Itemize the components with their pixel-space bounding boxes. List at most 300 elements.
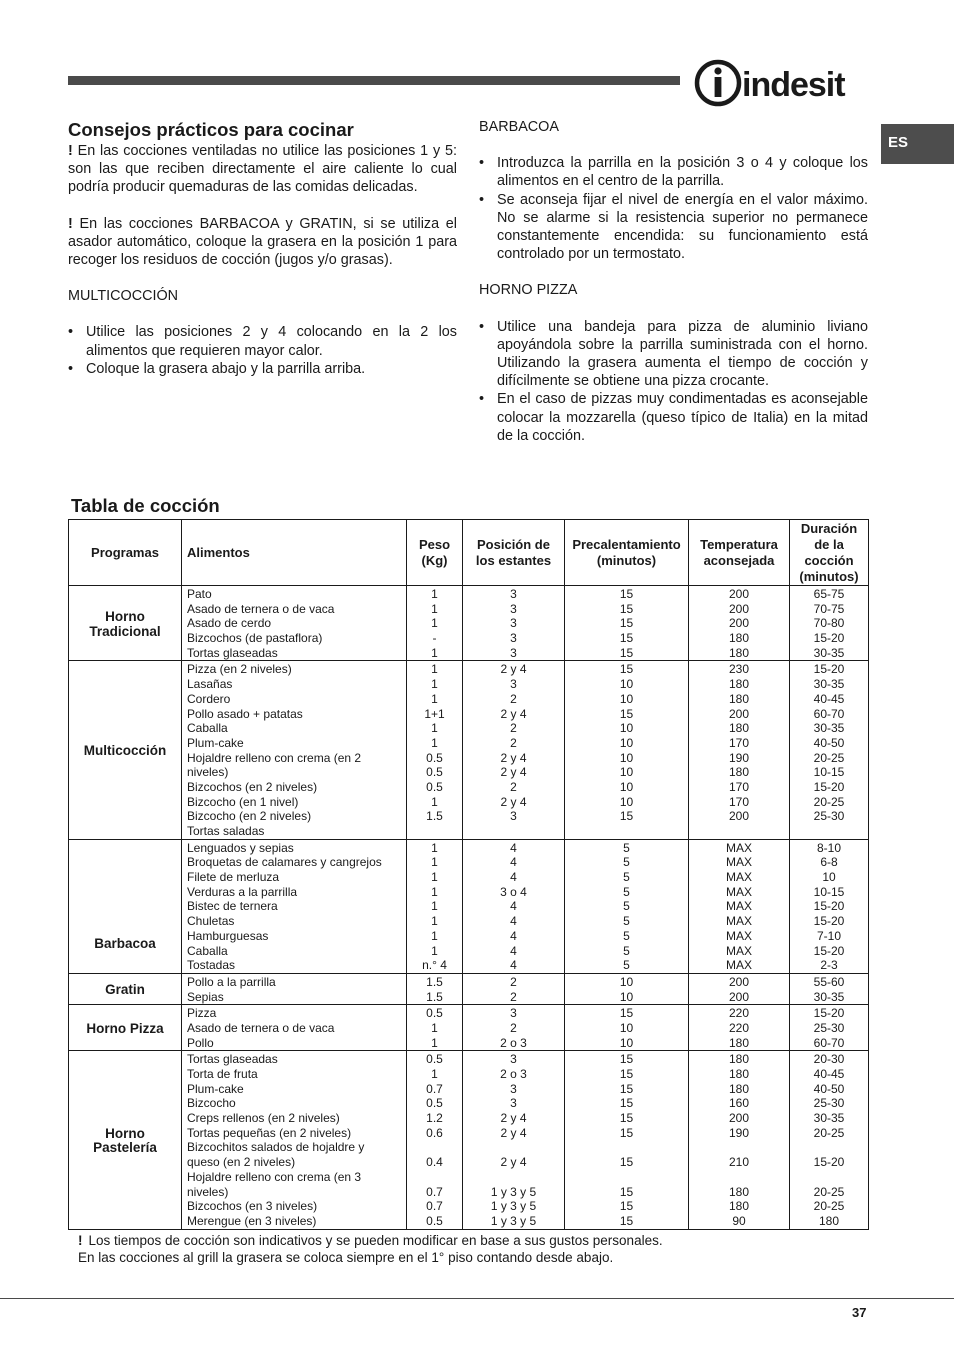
cell-line: 5 xyxy=(623,914,630,929)
cell-line: Hojaldre relleno con crema (en 2 xyxy=(187,750,362,765)
cell-line: Plum-cake xyxy=(187,735,244,750)
cell-line: Lasañas xyxy=(187,677,233,692)
barbacoa-list xyxy=(479,154,868,263)
cell-line: 3 xyxy=(510,601,517,616)
cell-line xyxy=(407,1140,462,1155)
cell-line: 1 xyxy=(431,794,438,809)
cell-line: 0.5 xyxy=(426,1052,443,1067)
cell-line: MAX xyxy=(725,899,752,914)
cell-line: 2-3 xyxy=(820,958,838,973)
cell-line: 10 xyxy=(619,1035,634,1050)
cell-line: 15-20 xyxy=(813,779,845,794)
language-tab: ES xyxy=(881,124,954,164)
cell-line: 3 xyxy=(510,587,517,601)
cell-line: 3 o 4 xyxy=(500,884,527,899)
duration-cell xyxy=(790,1005,869,1051)
weight-cell xyxy=(407,661,463,839)
cell-line: 60-70 xyxy=(813,1035,845,1050)
cell-line: Tostadas xyxy=(187,958,236,973)
cell-line: 3 xyxy=(510,1096,517,1111)
cell-line xyxy=(565,1170,688,1185)
cell-line: MAX xyxy=(725,855,752,870)
cell-line: 180 xyxy=(728,1067,750,1081)
cell-line: Tortas saladas xyxy=(187,824,265,838)
cell-line: Bizcochos (en 3 niveles) xyxy=(187,1199,318,1214)
position-cell xyxy=(463,1005,565,1051)
cell-line: 2 y 4 xyxy=(500,750,527,765)
cell-line xyxy=(790,824,868,839)
cell-line: 170 xyxy=(728,794,750,809)
cell-line: 2 xyxy=(510,989,517,1004)
cell-line: 220 xyxy=(728,1006,750,1021)
cell-line: 5 xyxy=(623,943,630,958)
cell-line: 15 xyxy=(619,662,634,677)
cell-line: 180 xyxy=(818,1213,840,1228)
cell-line: 2 xyxy=(510,721,517,736)
cell-line: 2 y 4 xyxy=(500,706,527,721)
cell-line: 0.5 xyxy=(426,1096,443,1111)
food-cell xyxy=(182,1051,407,1229)
program-name: Horno xyxy=(105,1125,145,1141)
cell-line: 20-25 xyxy=(813,1184,845,1199)
cell-line: 200 xyxy=(728,1111,750,1126)
cell-line: - xyxy=(432,631,437,646)
cell-line: 1 xyxy=(431,1020,438,1035)
cell-line: 2 y 4 xyxy=(500,1155,527,1170)
position-cell xyxy=(463,973,565,1004)
program-cell xyxy=(69,973,182,1004)
cell-line: 200 xyxy=(728,706,750,721)
cell-line: Chuletas xyxy=(187,914,235,929)
cell-line: 5 xyxy=(623,958,630,973)
cell-line: Pizza (en 2 niveles) xyxy=(187,662,292,677)
cell-line: 20-25 xyxy=(813,794,845,809)
horno-pizza-list xyxy=(479,318,868,445)
cell-line: 55-60 xyxy=(813,974,845,989)
cell-line: 10 xyxy=(619,974,634,989)
table-header-row xyxy=(69,520,869,586)
cell-line: 200 xyxy=(728,974,750,989)
cell-line: 0.5 xyxy=(426,1006,443,1021)
cell-line: 15-20 xyxy=(813,1155,845,1170)
cell-line: 0.5 xyxy=(426,750,443,765)
preheat-cell xyxy=(565,661,689,839)
cell-line: 180 xyxy=(728,1199,750,1214)
cell-line: Pizza xyxy=(187,1006,217,1021)
header-peso: Peso (Kg) xyxy=(407,520,463,586)
preheat-cell xyxy=(565,839,689,973)
section-heading: Consejos prácticos para cocinar xyxy=(68,119,354,140)
cell-line: 90 xyxy=(732,1213,746,1228)
cell-line: 170 xyxy=(728,735,750,750)
list-item: • Utilice las posiciones 2 y 4 colocando en la 2 los alimentos que requieren mayor calor. xyxy=(68,323,457,359)
cell-line: niveles) xyxy=(187,765,229,780)
table-title: Tabla de cocción xyxy=(71,495,220,516)
cell-line: 2 xyxy=(510,735,517,750)
cell-line: 3 xyxy=(510,1052,517,1067)
cell-line: 1 y 3 y 5 xyxy=(490,1213,537,1228)
cell-line: 15 xyxy=(619,587,634,601)
cell-line: 1.5 xyxy=(426,974,443,989)
table-body xyxy=(69,586,869,1230)
horno-pizza-heading: HORNO PIZZA xyxy=(479,282,578,299)
cell-line: 25-30 xyxy=(813,809,845,824)
cell-line: 5 xyxy=(623,855,630,870)
cell-line: Bistec de ternera xyxy=(187,899,278,914)
cell-line: 15 xyxy=(619,601,634,616)
cell-line: 1 xyxy=(431,691,438,706)
weight-cell xyxy=(407,586,463,661)
cell-line: MAX xyxy=(725,928,752,943)
program-name: Horno Pizza xyxy=(86,1020,164,1036)
temperature-cell xyxy=(689,839,790,973)
cell-line: 1 xyxy=(431,855,438,870)
cell-line: 1 y 3 y 5 xyxy=(490,1199,537,1214)
cell-line: 1 xyxy=(431,735,438,750)
cell-line: Plum-cake xyxy=(187,1081,244,1096)
cell-line: 5 xyxy=(623,840,630,855)
cell-line: 190 xyxy=(728,1125,750,1140)
cell-line: 15-20 xyxy=(813,943,845,958)
cell-line: MAX xyxy=(725,914,752,929)
cell-line: 1 xyxy=(431,677,438,692)
cell-line: 4 xyxy=(510,943,517,958)
header-temperatura: Temperatura aconsejada xyxy=(689,520,790,586)
cell-line: 15 xyxy=(619,1199,634,1214)
indesit-logo-icon xyxy=(694,58,874,108)
cell-line: 180 xyxy=(728,645,750,660)
cell-line: 1 xyxy=(431,662,438,677)
cell-line: 180 xyxy=(728,691,750,706)
program-cell xyxy=(69,839,182,973)
cell-line: Torta de fruta xyxy=(187,1067,258,1081)
cell-line xyxy=(565,1140,688,1155)
cell-line: 15 xyxy=(619,631,634,646)
preheat-cell xyxy=(565,586,689,661)
cell-line: 60-70 xyxy=(813,706,845,721)
cell-line: 180 xyxy=(728,1052,750,1067)
cell-line: 230 xyxy=(728,662,750,677)
cell-line: Bizcochos (de pastaflora) xyxy=(187,631,323,646)
cell-line: 15-20 xyxy=(813,1006,845,1021)
cell-line: 2 o 3 xyxy=(500,1067,527,1081)
cell-line: 1 xyxy=(431,840,438,855)
cell-line: 1 y 3 y 5 xyxy=(490,1184,537,1199)
table-row xyxy=(69,839,869,973)
cell-line xyxy=(463,1170,564,1185)
cell-line: 220 xyxy=(728,1020,750,1035)
brand-logo xyxy=(694,58,874,108)
program-cell xyxy=(69,586,182,661)
program-name: Gratin xyxy=(105,982,145,998)
weight-cell xyxy=(407,839,463,973)
cell-line: 0.5 xyxy=(426,1213,443,1228)
cell-line: 20-25 xyxy=(813,1125,845,1140)
cell-line: 10 xyxy=(619,794,634,809)
cell-line: niveles) xyxy=(187,1184,229,1199)
cell-line: MAX xyxy=(725,943,752,958)
cell-line: 30-35 xyxy=(813,1111,845,1126)
list-item: • Coloque la grasera abajo y la parrilla arriba. xyxy=(68,360,457,378)
cell-line: Hojaldre relleno con crema (en 3 xyxy=(187,1169,362,1184)
cell-line: MAX xyxy=(725,884,752,899)
cell-line: 200 xyxy=(728,587,750,601)
list-item: • Introduzca la parrilla en la posición 3 o 4 y coloque los alimentos en el centro de la parrilla. xyxy=(479,154,868,190)
program-cell xyxy=(69,1005,182,1051)
cell-line: Asado de cerdo xyxy=(187,616,272,631)
cell-line: 180 xyxy=(728,765,750,780)
program-name: Barbacoa xyxy=(94,936,156,952)
preheat-cell xyxy=(565,973,689,1004)
exclamation-icon: ! xyxy=(68,215,73,232)
position-cell xyxy=(463,586,565,661)
cell-line: Pollo a la parrilla xyxy=(187,974,276,989)
duration-cell xyxy=(790,586,869,661)
cell-line: 5 xyxy=(623,899,630,914)
cell-line: 20-25 xyxy=(813,750,845,765)
cell-line: 15-20 xyxy=(813,662,845,677)
temperature-cell xyxy=(689,661,790,839)
cell-line: 4 xyxy=(510,899,517,914)
cell-line: 1.5 xyxy=(426,989,443,1004)
cell-line xyxy=(565,824,688,839)
cell-line: Bizcochitos salados de hojaldre y xyxy=(187,1140,365,1155)
cell-line: Sepias xyxy=(187,989,224,1004)
cell-line: 10 xyxy=(619,989,634,1004)
list-item: • Se aconseja fijar el nivel de energía en el valor máximo. No se alarme si la resistencia superior no permanece constantemente encendida: su funcionamiento está controlado por un termostato. xyxy=(479,191,868,264)
cell-line: 25-30 xyxy=(813,1020,845,1035)
cell-line: 1 xyxy=(431,616,438,631)
cell-line: 1 xyxy=(431,928,438,943)
exclamation-icon: ! xyxy=(78,1233,83,1248)
position-cell xyxy=(463,839,565,973)
preheat-cell xyxy=(565,1051,689,1229)
cell-line: 170 xyxy=(728,779,750,794)
duration-cell xyxy=(790,839,869,973)
cell-line: 5 xyxy=(623,884,630,899)
cell-line: 1.2 xyxy=(426,1111,443,1126)
cell-line: 2 o 3 xyxy=(500,1035,527,1050)
cell-line: 15 xyxy=(619,1006,634,1021)
cell-line: 0.5 xyxy=(426,779,443,794)
cell-line: MAX xyxy=(725,840,752,855)
brand-wordmark: indesit xyxy=(742,66,845,104)
cell-line: 4 xyxy=(510,870,517,885)
exclamation-icon: ! xyxy=(68,143,73,159)
cell-line: 30-35 xyxy=(813,721,845,736)
cell-line: 30-35 xyxy=(813,645,845,660)
cell-line: 200 xyxy=(728,989,750,1004)
cell-line: 180 xyxy=(728,1081,750,1096)
cell-line: 15 xyxy=(619,1067,634,1081)
multicoccion-list xyxy=(68,323,457,378)
cell-line: 3 xyxy=(510,809,517,824)
cell-line: Lenguados y sepias xyxy=(187,840,294,855)
cell-line: 2 xyxy=(510,974,517,989)
header-precalentamiento: Precalentamiento (minutos) xyxy=(565,520,689,586)
cell-line: 10 xyxy=(619,750,634,765)
cell-line: 1 xyxy=(431,1035,438,1050)
cell-line: 15 xyxy=(619,1052,634,1067)
warning-paragraph-1: ! En las cocciones ventiladas no utilice las posiciones 1 y 5: son las que reciben directamente el aire caliente lo cual podría producir quemaduras de las comidas delicadas. xyxy=(68,143,457,196)
header-bar xyxy=(68,76,680,85)
table-row xyxy=(69,973,869,1004)
cell-line: Asado de ternera o de vaca xyxy=(187,1020,335,1035)
cell-line: Tortas pequeñas (en 2 niveles) xyxy=(187,1125,352,1140)
cell-line: 10 xyxy=(619,691,634,706)
weight-cell xyxy=(407,1051,463,1229)
cell-line: Filete de merluza xyxy=(187,870,280,885)
cell-line: 180 xyxy=(728,1184,750,1199)
cell-line: 10 xyxy=(619,765,634,780)
cell-line: MAX xyxy=(725,870,752,885)
duration-cell xyxy=(790,661,869,839)
cell-line: 3 xyxy=(510,645,517,660)
multicoccion-heading: MULTICOCCIÓN xyxy=(68,288,179,305)
list-item: • Utilice una bandeja para pizza de aluminio liviano apoyándola sobre la parrilla suministrada con el horno. Utilizando la grasera aumenta el tiempo de cocción y difícilmente se obtiene una pizza crocante. xyxy=(479,318,868,391)
cell-line: n.° 4 xyxy=(422,958,447,973)
cell-line: 1.5 xyxy=(426,809,443,824)
cell-line: queso (en 2 niveles) xyxy=(187,1155,296,1170)
cell-line: 1 xyxy=(431,1067,438,1081)
cell-line: 40-45 xyxy=(813,691,845,706)
cell-line: Pollo xyxy=(187,1035,214,1050)
cell-line: 180 xyxy=(728,1035,750,1050)
cell-line: 210 xyxy=(728,1155,750,1170)
header-alimentos: Alimentos xyxy=(182,520,407,586)
cell-line: Pato xyxy=(187,587,212,601)
cell-line: 4 xyxy=(510,958,517,973)
header-posicion: Posición de los estantes xyxy=(463,520,565,586)
weight-cell xyxy=(407,1005,463,1051)
table-row xyxy=(69,586,869,661)
cell-line: 15-20 xyxy=(813,914,845,929)
cell-line: 1 xyxy=(431,721,438,736)
cell-line: 10 xyxy=(619,779,634,794)
cell-line: 15 xyxy=(619,645,634,660)
cell-line: 15-20 xyxy=(813,899,845,914)
cell-line: Cordero xyxy=(187,691,231,706)
temperature-cell xyxy=(689,973,790,1004)
cell-line: 15-20 xyxy=(813,631,845,646)
cell-line: 20-25 xyxy=(813,1199,845,1214)
footnote-line-2: En las cocciones al grill la grasera se coloca siempre en el 1° piso contando desde abajo. xyxy=(78,1250,614,1265)
food-cell xyxy=(182,661,407,839)
cell-line: 15 xyxy=(619,1125,634,1140)
cell-line: 3 xyxy=(510,631,517,646)
cell-line: 7-10 xyxy=(816,928,842,943)
cell-line: 2 y 4 xyxy=(500,794,527,809)
cell-line: 10 xyxy=(619,677,634,692)
cell-line: 0.7 xyxy=(426,1184,443,1199)
cell-line: 1 xyxy=(431,587,438,601)
food-cell xyxy=(182,1005,407,1051)
cell-line: 15 xyxy=(619,1111,634,1126)
table-row xyxy=(69,1005,869,1051)
cell-line: 10 xyxy=(619,721,634,736)
cell-line: 40-50 xyxy=(813,1081,845,1096)
cell-line: 2 xyxy=(510,779,517,794)
cell-line xyxy=(689,824,789,839)
cell-line: Caballa xyxy=(187,721,228,736)
header-duracion: Duración de la cocción (minutos) xyxy=(790,520,869,586)
cell-line: 5 xyxy=(623,928,630,943)
footnote-line-1: ! Los tiempos de cocción son indicativos y se pueden modificar en base a sus gustos personales. xyxy=(78,1233,663,1248)
position-cell xyxy=(463,661,565,839)
cell-line: 10 xyxy=(619,1020,634,1035)
cooking-table xyxy=(68,519,869,1230)
cell-line: 180 xyxy=(728,631,750,646)
cell-line: Tortas glaseadas xyxy=(187,645,278,660)
cell-line: 15 xyxy=(619,1155,634,1170)
cell-line: 200 xyxy=(728,616,750,631)
cell-line: 8-10 xyxy=(816,840,842,855)
table-row xyxy=(69,661,869,839)
cell-line: 70-75 xyxy=(813,601,845,616)
cell-line: 3 xyxy=(510,1006,517,1021)
cell-line: 1 xyxy=(431,899,438,914)
cell-line: Verduras a la parrilla xyxy=(187,884,298,899)
cell-line: 40-50 xyxy=(813,735,845,750)
cell-line: Tortas glaseadas xyxy=(187,1052,278,1067)
temperature-cell xyxy=(689,1051,790,1229)
cell-line: 25-30 xyxy=(813,1096,845,1111)
page-number: 37 xyxy=(852,1305,867,1320)
temperature-cell xyxy=(689,586,790,661)
cell-line: 1 xyxy=(431,645,438,660)
cell-line xyxy=(463,1140,564,1155)
cell-line: 2 y 4 xyxy=(500,662,527,677)
cell-line: Bizcocho (en 1 nivel) xyxy=(187,794,299,809)
cell-line: 1 xyxy=(431,943,438,958)
cell-line: 2 y 4 xyxy=(500,1111,527,1126)
cell-line: 20-30 xyxy=(813,1052,845,1067)
cell-line: 65-75 xyxy=(813,587,845,601)
cell-line: Hamburguesas xyxy=(187,928,269,943)
cell-line: 160 xyxy=(728,1096,750,1111)
cell-line: 15 xyxy=(619,616,634,631)
cell-line: 0.6 xyxy=(426,1125,443,1140)
weight-cell xyxy=(407,973,463,1004)
cell-line: Bizcocho (en 2 niveles) xyxy=(187,809,312,824)
cell-line: 2 y 4 xyxy=(500,1125,527,1140)
cell-line: 15 xyxy=(619,1081,634,1096)
cell-line xyxy=(463,824,564,839)
cell-line: 3 xyxy=(510,1081,517,1096)
cell-line: 70-80 xyxy=(813,616,845,631)
food-cell xyxy=(182,839,407,973)
cell-line: 15 xyxy=(619,1184,634,1199)
cell-line: 10-15 xyxy=(813,884,845,899)
cell-line: 30-35 xyxy=(813,677,845,692)
cell-line: 200 xyxy=(728,601,750,616)
cell-line: 190 xyxy=(728,750,750,765)
cell-line xyxy=(689,1170,789,1185)
list-item: • En el caso de pizzas muy condimentadas es aconsejable colocar la mozzarella (queso típico de Italia) en la mitad de la cocción. xyxy=(479,390,868,445)
cell-line xyxy=(790,1170,868,1185)
position-cell xyxy=(463,1051,565,1229)
food-cell xyxy=(182,586,407,661)
cell-line: 15 xyxy=(619,1096,634,1111)
cell-line: 2 xyxy=(510,691,517,706)
duration-cell xyxy=(790,973,869,1004)
cell-line xyxy=(689,1140,789,1155)
cell-line: 1+1 xyxy=(424,706,445,721)
cell-line: 1 xyxy=(431,601,438,616)
cell-line: Broquetas de calamares y cangrejos xyxy=(187,855,382,870)
cell-line: Creps rellenos (en 2 niveles) xyxy=(187,1111,340,1126)
duration-cell xyxy=(790,1051,869,1229)
